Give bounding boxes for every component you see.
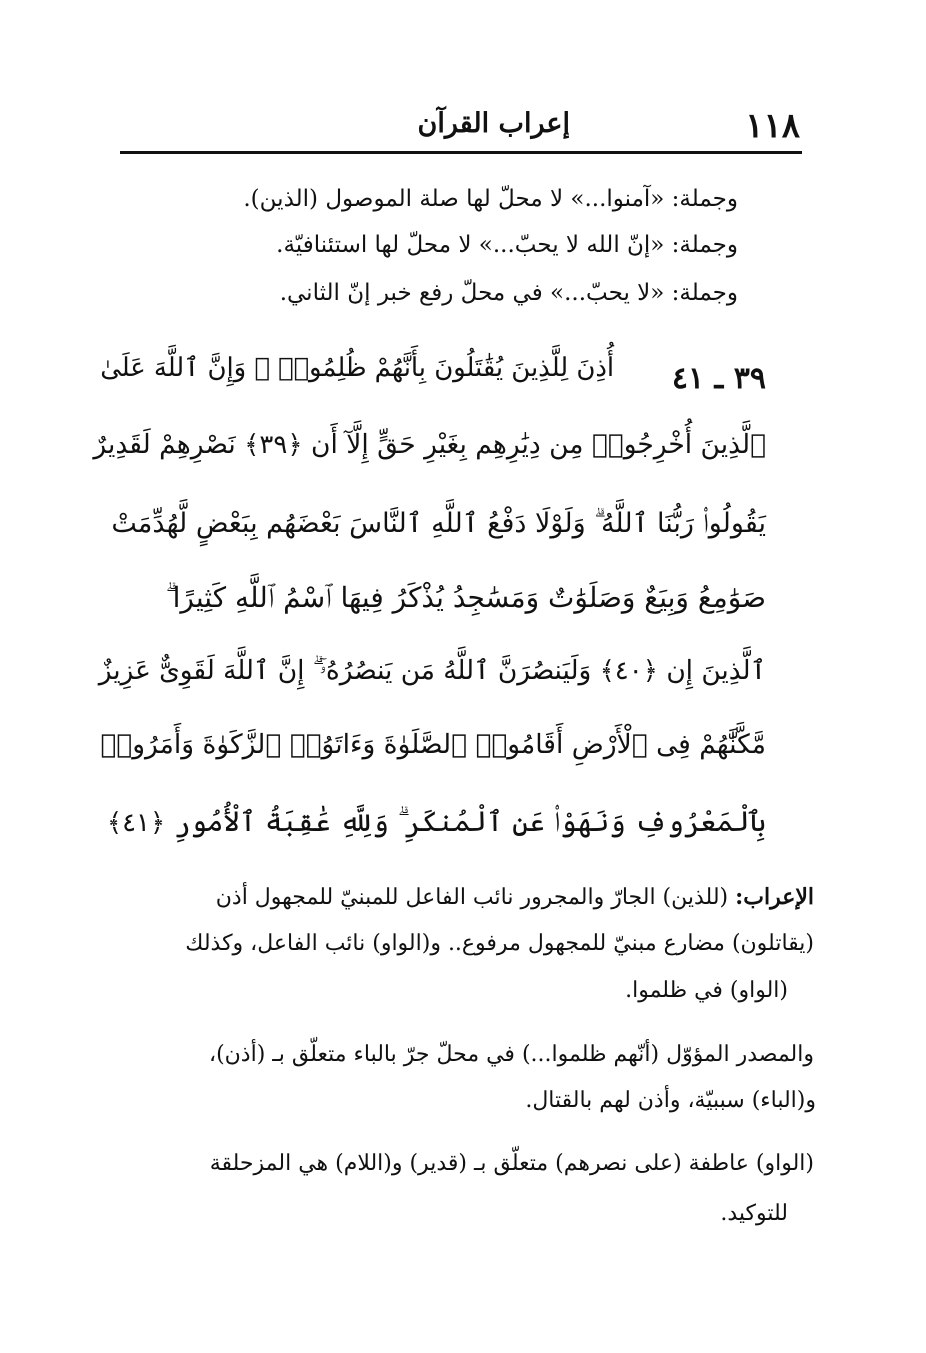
intro-line: وجملة: «إنّ الله لا يحبّ...» لا محلّ لها استئنافيّة.: [276, 232, 738, 258]
verse-text: ٱلَّذِينَ أُخْرِجُوا۟ مِن دِيَٰرِهِم بِغَيْرِ حَقٍّ إِلَّآ أَن: [311, 429, 766, 460]
irab-line: والمصدر المؤوّل (أنّهم ظلموا...) في محلّ جرّ بالباء متعلّق بـ (أذن)،: [208, 1042, 814, 1067]
verse-line: يَقُولُوا۟ رَبُّنَا ٱللَّهُ ۗ وَلَوْلَا دَفْعُ ٱللَّهِ ٱلنَّاسَ بَعْضَهُم بِبَعْضٍ لَّهُدِّمَتْ: [111, 508, 766, 539]
intro-line: وجملة: «لا يحبّ...» في محلّ رفع خبر إنّ الثاني.: [279, 280, 738, 306]
verse-line: مَّكَّنَّٰهُمْ فِى ٱلْأَرْضِ أَقَامُوا۟ ٱلصَّلَوٰةَ وَءَاتَوُا۟ ٱلزَّكَوٰةَ وَأَمَرُوا۟: [100, 729, 766, 760]
irab-line: (الواو) عاطفة (على نصرهم) متعلّق بـ (قدير) و(اللام) هي المزحلقة: [209, 1151, 814, 1176]
header-rule: [120, 151, 802, 154]
verse-line: [93, 429, 766, 460]
irab-line: للتوكيد.: [720, 1201, 788, 1226]
irab-line: و(الباء) سببيّة، وأذن لهم بالقتال.: [525, 1088, 816, 1113]
verse-line: أُذِنَ لِلَّذِينَ يُقَٰتَلُونَ بِأَنَّهُمْ ظُلِمُوا۟ ۚ وَإِنَّ ٱللَّهَ عَلَىٰ: [100, 353, 614, 383]
verse-range: [672, 360, 766, 394]
verse-line: [99, 658, 766, 684]
verse-end-mark: ﴿٣٩﴾: [244, 430, 303, 460]
intro-line: وجملة: «آمنوا...» لا محلّ لها صلة الموصول (الذين).: [243, 186, 738, 212]
irab-text: (للذين) الجارّ والمجرور نائب الفاعل للمبنيّ للمجهول أذن: [215, 885, 729, 910]
irab-line: (يقاتلون) مضارع مبنيّ للمجهول مرفوع.. و(الواو) نائب الفاعل، وكذلك: [185, 931, 814, 956]
verse-text: وَلَيَنصُرَنَّ ٱللَّهُ مَن يَنصُرُهُۥٓ ۗ إِنَّ ٱللَّهَ لَقَوِىٌّ عَزِيزٌ: [98, 656, 592, 686]
verse-end-mark: ﴿٤١﴾: [106, 808, 166, 838]
page-header: [120, 104, 800, 152]
irab-line: [216, 886, 814, 909]
verse-line: [106, 805, 766, 838]
verse-text: نَصْرِهِمْ لَقَدِيرٌ: [93, 429, 236, 460]
verse-text: بِٱلْمَعْرُوفِ وَنَهَوْا۟ عَنِ ٱلْمُنكَرِ ۗ وَلِلَّهِ عَٰقِبَةُ ٱلْأُمُورِ: [174, 805, 766, 838]
running-title: إعراب القرآن: [417, 108, 570, 139]
verse-end-mark: ﴿٤٠﴾: [599, 656, 658, 686]
verse-range-number: ٣٩ ـ ٤١: [671, 361, 766, 396]
irab-label: الإعراب:: [735, 884, 814, 910]
verse-line: صَوَٰمِعُ وَبِيَعٌ وَصَلَوَٰتٌ وَمَسَٰجِدُ يُذْكَرُ فِيهَا ٱسْمُ ٱللَّهِ كَثِيرًا ۗ: [165, 581, 766, 614]
page-number: ١١٨: [745, 106, 800, 146]
irab-line: (الواو) في ظلموا.: [625, 978, 788, 1003]
verse-text: ٱلَّذِينَ إِن: [666, 656, 766, 686]
